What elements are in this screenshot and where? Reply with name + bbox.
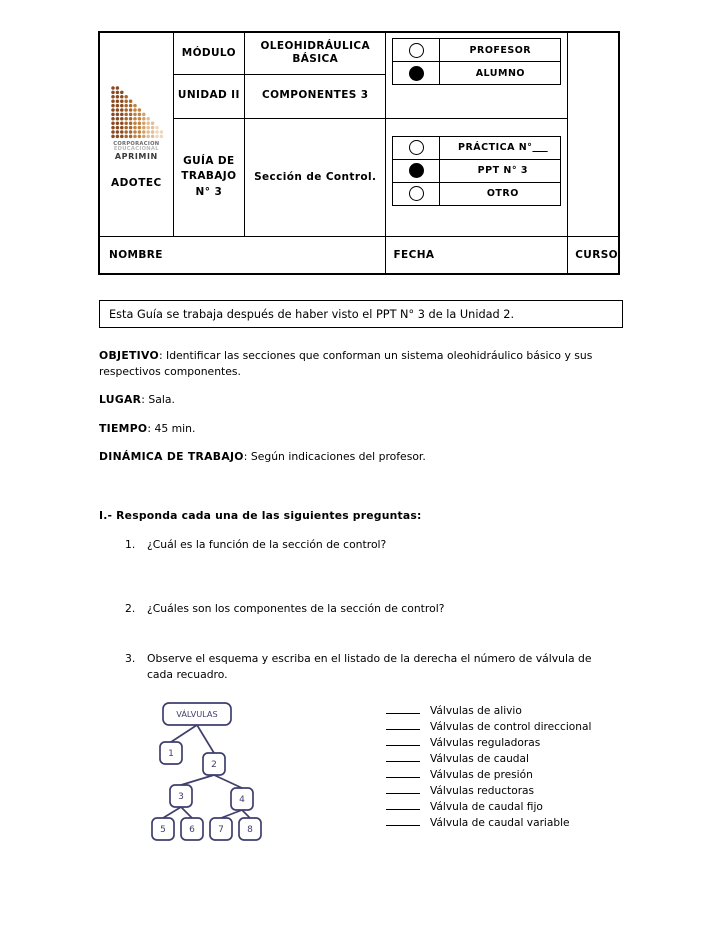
answer-blank[interactable]	[386, 816, 420, 826]
question-number: 3.	[125, 652, 136, 665]
corporation-logo-icon	[106, 85, 166, 141]
svg-text:5: 5	[160, 825, 166, 836]
radio-unselected-icon[interactable]	[409, 140, 424, 155]
audience-option-row[interactable]	[393, 62, 561, 85]
answer-label: Válvulas reductoras	[430, 785, 535, 797]
curso-field[interactable]: CURSO	[568, 236, 619, 274]
question-item	[125, 651, 620, 683]
activity-option-row[interactable]	[393, 136, 561, 159]
list-item[interactable]	[386, 704, 646, 720]
activity-option-bullet[interactable]	[393, 136, 440, 159]
svg-text:4: 4	[239, 795, 245, 806]
audience-option-bullet[interactable]	[393, 62, 440, 85]
svg-text:6: 6	[189, 825, 195, 836]
note-box	[99, 300, 623, 328]
objetivo-label: OBJETIVO	[99, 349, 159, 362]
logo-cell	[99, 32, 173, 236]
lugar-paragraph	[99, 392, 627, 408]
answer-label: Válvulas de control direccional	[430, 721, 592, 733]
audience-options-cell	[386, 32, 568, 118]
list-item[interactable]	[386, 800, 646, 816]
list-item[interactable]	[386, 784, 646, 800]
tiempo-label: TIEMPO	[99, 421, 148, 435]
answer-blank[interactable]	[386, 720, 420, 730]
unidad-value: COMPONENTES 3	[245, 74, 386, 118]
question-text: Observe el esquema y escriba en el listado de la derecha el número de válvula de cada recuadro.	[147, 652, 592, 682]
activity-option-row[interactable]	[393, 159, 561, 182]
tiempo-paragraph	[99, 421, 627, 437]
answer-label: Válvulas de presión	[430, 769, 533, 781]
activity-option-row[interactable]	[393, 182, 561, 205]
spacer	[392, 124, 561, 136]
svg-text:VÁLVULAS: VÁLVULAS	[176, 709, 218, 720]
tiempo-text: : 45 min.	[147, 421, 196, 435]
question-number: 2.	[125, 602, 136, 615]
logo-line-2: EDUCACIONAL	[113, 146, 159, 152]
activity-option-bullet[interactable]	[393, 182, 440, 205]
logo-line-3: APRIMIN	[114, 151, 158, 161]
guia-label: GUÍA DE TRABAJO N° 3	[173, 118, 244, 236]
section-title: I.- Responda cada una de las siguientes preguntas:	[99, 509, 422, 522]
lugar-text: : Sala.	[141, 393, 175, 407]
list-item[interactable]	[386, 768, 646, 784]
svg-text:3: 3	[178, 792, 184, 803]
svg-text:7: 7	[218, 825, 224, 836]
guia-value: Sección de Control.	[245, 118, 386, 236]
objetivo-text: : Identificar las secciones que conforman un sistema oleohidráulico básico y sus respectivos componentes.	[99, 349, 593, 379]
question-item	[125, 537, 595, 553]
modulo-label: MÓDULO	[173, 32, 244, 74]
valve-tree-diagram	[148, 700, 278, 848]
answer-list	[386, 704, 646, 832]
audience-options-table	[392, 38, 561, 85]
document-header-table	[98, 31, 620, 275]
activity-option-label: OTRO	[440, 182, 561, 205]
answer-label: Válvulas reguladoras	[430, 737, 541, 749]
question-text: ¿Cuáles son los componentes de la sección de control?	[147, 602, 445, 615]
activity-option-label: PRÁCTICA N°	[440, 136, 561, 159]
radio-selected-icon[interactable]	[409, 163, 424, 178]
list-item[interactable]	[386, 816, 646, 832]
answer-label: Válvulas de caudal	[430, 753, 529, 765]
dinamica-text: : Según indicaciones del profesor.	[243, 449, 426, 463]
radio-unselected-icon[interactable]	[409, 186, 424, 201]
radio-selected-icon[interactable]	[409, 66, 424, 81]
unidad-label: UNIDAD II	[173, 74, 244, 118]
dinamica-label: DINÁMICA DE TRABAJO	[99, 449, 244, 463]
svg-text:1: 1	[168, 749, 174, 760]
answer-blank[interactable]	[386, 768, 420, 778]
lugar-label: LUGAR	[99, 393, 142, 407]
dinamica-paragraph	[99, 449, 627, 465]
audience-option-label: ALUMNO	[440, 62, 561, 85]
list-item[interactable]	[386, 752, 646, 768]
question-number: 1.	[125, 538, 136, 551]
answer-blank[interactable]	[386, 752, 420, 762]
valve-tree-svg	[148, 700, 278, 848]
radio-unselected-icon[interactable]	[409, 43, 424, 58]
answer-label: Válvula de caudal variable	[430, 817, 570, 829]
answer-blank[interactable]	[386, 784, 420, 794]
answer-blank[interactable]	[386, 704, 420, 714]
modulo-value: OLEOHIDRÁULICA BÁSICA	[245, 32, 386, 74]
question-text: ¿Cuál es la función de la sección de control?	[147, 538, 387, 551]
activity-options-table	[392, 136, 561, 206]
activity-option-bullet[interactable]	[393, 159, 440, 182]
audience-option-row[interactable]	[393, 39, 561, 62]
fecha-field[interactable]: FECHA	[386, 236, 568, 274]
list-item[interactable]	[386, 720, 646, 736]
answer-blank[interactable]	[386, 736, 420, 746]
nombre-field[interactable]: NOMBRE	[99, 236, 386, 274]
guide-info	[99, 348, 627, 477]
audience-option-bullet[interactable]	[393, 39, 440, 62]
audience-option-label: PROFESOR	[440, 39, 561, 62]
activity-option-label: PPT N° 3	[440, 159, 561, 182]
logo-line-1: CORPORACION	[113, 140, 160, 147]
question-item	[125, 601, 595, 617]
org-name: ADOTEC	[110, 176, 162, 189]
list-item[interactable]	[386, 736, 646, 752]
aprimin-logo	[100, 80, 173, 189]
answer-label: Válvula de caudal fijo	[430, 801, 543, 813]
note-text: Esta Guía se trabaja después de haber visto el PPT N° 3 de la Unidad 2.	[109, 307, 515, 321]
logo-wordmark	[105, 142, 167, 161]
svg-text:8: 8	[247, 825, 253, 836]
svg-text:2: 2	[211, 760, 217, 771]
answer-blank[interactable]	[386, 800, 420, 810]
answer-label: Válvulas de alivio	[430, 705, 522, 717]
activity-options-cell	[386, 118, 568, 236]
objetivo-paragraph	[99, 348, 627, 380]
